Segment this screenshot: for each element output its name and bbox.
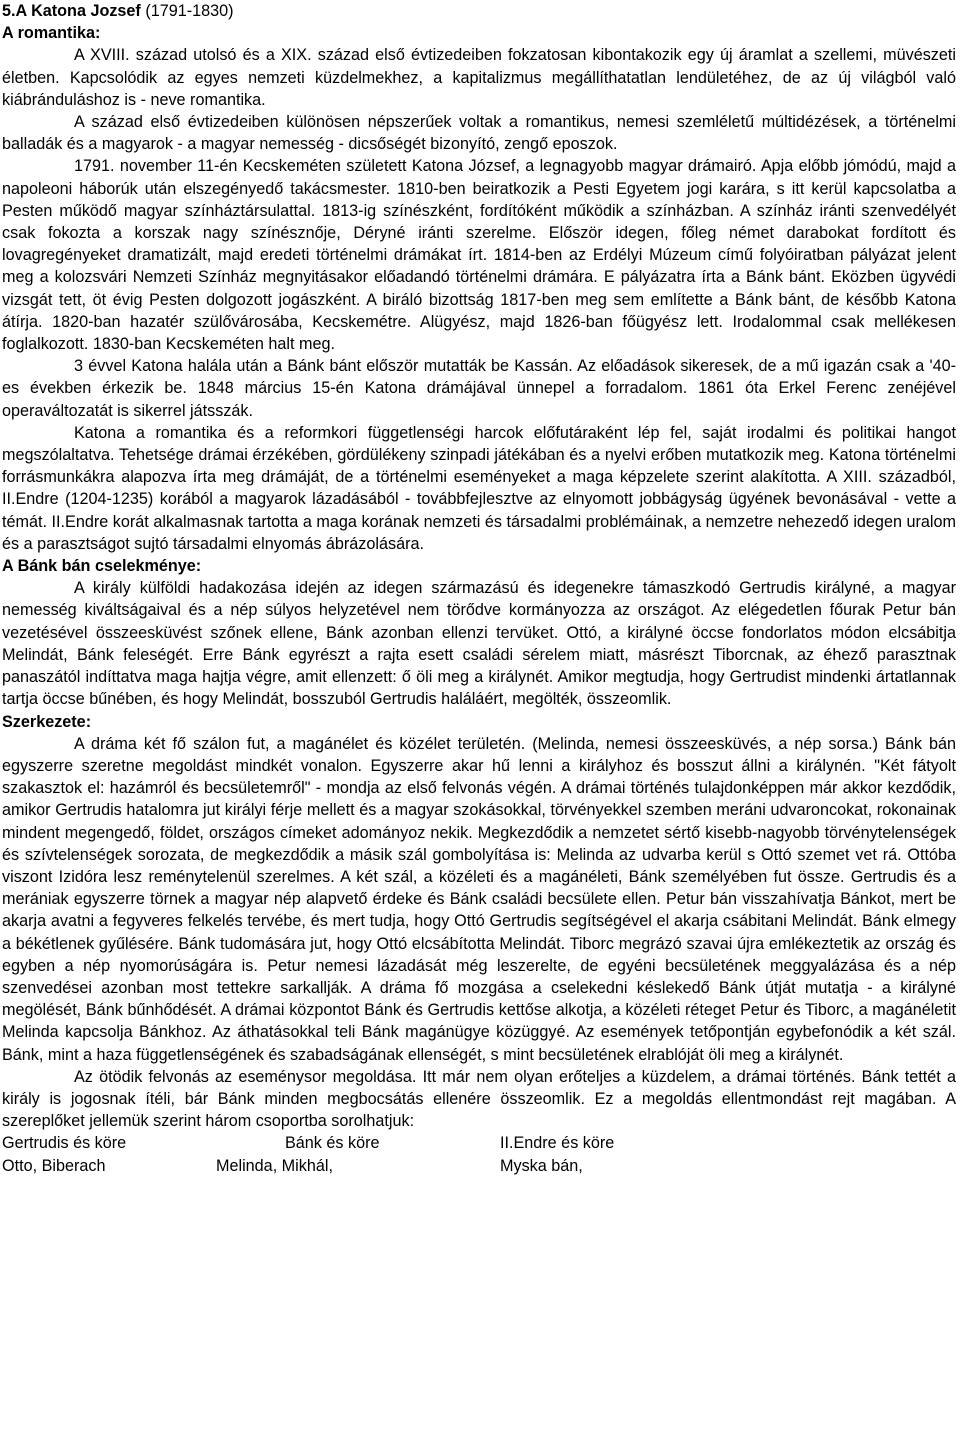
- paragraph: Katona a romantika és a reformkori függetlenségi harcok előfutáraként lép fel, saját irodalmi és politikai hangot megszólaltatva. Tehetsége drámai érzékében, gördülékeny szinpadi játékában és a nyelvi erőben mutatkozik meg. Katona történelmi forrásmunkákra alapozva írta meg drámáját, de a történelmi eseményeket a maga képzelete szerint alakította. A XIII. századból, II.Endre (1204-1235) korából a magyarok lázadásából - továbbfejlesztve az elnyomott jobbágyság ügyének bevonásával - vette a témát. II.Endre korát alkalmasnak tartotta a maga korának nemzeti és társadalmi problémáinak, a nemzetre nehezedő idegen uralom és a parasztságot sujtó társadalmi elnyomás ábrázolására.: [2, 423, 956, 553]
- group-header-gertrudis: Gertrudis és köre: [2, 1134, 127, 1153]
- group-members-endre: Myska bán,: [500, 1156, 583, 1175]
- title-years: (1791-1830): [145, 2, 234, 20]
- group-members-gertrudis: Otto, Biberach: [2, 1156, 106, 1175]
- paragraph: A század első évtizedeiben különösen népszerűek voltak a romantikus, nemesi szemléletű múltidézések, a történelmi balladák és a magyarok - a magyar nemesség - dicsőségét bizonyító, zengő eposzok.: [2, 113, 956, 154]
- character-group-row: [2, 1155, 956, 1177]
- page-title: [2, 0, 956, 22]
- paragraph: A XVIII. század utolsó és a XIX. század első évtizedeiben fokzatosan kibontakozik egy új áramlat a szellemi, müvészeti életben. Kapcsolódik az egyes nemzeti küzdelmekhez, a kapitalizmus megállíthatatlan lendületéhez, de az új világból való kiábránduláshoz is - neve romantika.: [2, 46, 956, 109]
- group-members-bank: Melinda, Mikhál,: [216, 1156, 333, 1175]
- group-header-bank: Bánk és köre: [285, 1134, 380, 1153]
- paragraph: Az ötödik felvonás az eseménysor megoldása. Itt már nem olyan erőteljes a küzdelem, a drámai történés. Bánk tettét a király is jogosnak ítéli, bár Bánk minden megbocsátás ellenére összeomlik. Ez a megoldás ellentmondást rejt magában. A szereplőket jellemük szerint három csoportba sorolhatjuk:: [2, 1067, 956, 1131]
- title-main: 5.A Katona Jozsef: [2, 2, 141, 20]
- section-heading-cselekmeny: A Bánk bán cselekménye:: [2, 557, 202, 576]
- character-group-headers: [2, 1132, 956, 1154]
- group-header-endre: II.Endre és köre: [500, 1134, 615, 1153]
- section-heading-romantika: A romantika:: [2, 24, 101, 43]
- section-heading-szerkezete: Szerkezete:: [2, 712, 92, 731]
- paragraph: A király külföldi hadakozása idején az idegen származású és idegenekre támaszkodó Gertrudis királyné, a magyar nemesség kiváltságaival és a nép súlyos helyzetével nem törődve kormányozza az országot. Az elégedetlen főurak Petur bán vezetésével összeesküvést szőnek ellene, Bánk azonban ellenzi tervüket. Ottó, a királyné öccse fondorlatos módon elcsábitja Melindát, Bánk feleségét. Erre Bánk egyrészt a rajta esett családi sérelem miatt, másrészt Tiborcnak, az éhező parasztnak panaszától indíttatva maga hajtja végre, amit ellenzett: ő öli meg a királynét. Amikor megtudja, hogy Gertrudist mindenki ártatlannak tartja öccse bűnében, és hogy Melindát, bosszuból Gertrudis haláláért, megölték, összeomlik.: [2, 579, 956, 709]
- paragraph: 3 évvel Katona halála után a Bánk bánt először mutatták be Kassán. Az előadások sikeresek, de a mű igazán csak a '40-es években érkezik be. 1848 március 15-én Katona drámájával ünnepel a forradalom. 1861 óta Erkel Ferenc zenéjével operaváltozatát is sikerrel játsszák.: [2, 357, 956, 420]
- paragraph: 1791. november 11-én Kecskeméten született Katona József, a legnagyobb magyar drámairó. Apja előbb jómódú, majd a napoleoni háborúk után elszegényedő takácsmester. 1810-ben beiratkozik a Pesti Egyetem jogi karára, s itt kerül kapcsolatba a Pesten működő magyar színháztársulattal. 1813-ig színészként, fordítóként működik a színházban. A színház iránti szenvedélyét csak fokozta a korszak nagy színésznője, Déryné iránti szerelme. Először idegen, főleg német darabokat fordított és lovagregényeket dramatizált, majd eredeti történelmi drámákat írt. 1814-ben az Erdélyi Múzeum című folyóiratban pályázat jelent meg a kolozsvári Nemzeti Színház megnyitásakor előadandó történelmi drámára. E pályázatra írta a Bánk bánt. Eközben ügyvédi vizsgát tett, öt évig Pesten dolgozott jogászként. A biráló bizottság 1817-ben meg sem említette a Bánk bánt, de később Katona átírja. 1820-ban hazatér szülővárosába, Kecskemétre. Alügyész, majd 1826-ban főügyész lett. Irodalommal csak mellékesen foglalkozott. 1830-ban Kecskeméten halt meg.: [2, 157, 956, 354]
- paragraph: A dráma két fő szálon fut, a magánélet és közélet területén. (Melinda, nemesi összeesküvés, a nép sorsa.) Bánk bán egyszerre szeretne megoldást mindkét vonalon. Egyszerre akar hű lenni a királyhoz és bosszut állni a királynén. "Két fátyolt szakasztok el: hazámról és becsületemről" - mondja az első felvonás végén. A drámai történés tulajdonképpen már akkor kezdődik, amikor Gertrudis hatalomra jut királyi férje mellett és a magyar szokásokkal, törvényekkel szemben meráni udvaroncokat, rokonainak mindent megengedő, földet, országos címeket adományoz nekik. Megkezdődik a nemzetet sértő kisebb-nagyobb törvénytelenségek és szívtelenségek sorozata, de megkezdődik a másik szál gombolyítása is: Melinda az udvarba kerül s Ottó szemet vet rá. Ottóba viszont Izidóra lesz reménytelenül szerelmes. A két szál, a közéleti és a magánéleti, Bánk személyében fut össze. Gertrudis és a merániak egyszerre törnek a magyar nép alapvető érdeke és Bánk családi becsülete ellen. Petur bán visszahívatja Bánkot, mert be akarja avatni a fegyveres felkelés tervébe, és mert tudja, hogy Ottó Gertrudis segítségével el akarja csábitani Melindát. Bánk elmegy a békétlenek gyűlésére. Bánk tudomására jut, hogy Ottó elcsábította Melindát. Tiborc megrázó szavai újra emlékeztetik az ország és egyben a nép nyomorúságára is. Petur nemesi lázadását még leszerelte, de egyéni becsületének meggyalázása és a nép szenvedései azonban most tettekre sarkallják. A dráma fő mozgása a cselekedni késlekedő Bánk útját mutatja - a királyné megölését, Bánk bűnhődését. A drámai központot Bánk és Gertrudis kettőse alkotja, a közéleti réteget Petur és Tiborc, a magánéletit Melinda kapcsolja Bánkhoz. Az áthatásokkal teli Bánk magánügye közüggyé. Az események tetőpontján egybefonódik a két szál. Bánk, mint a haza függetlenségének és szabadságának ellenségét, s mint becsületének elrablóját öli meg a királynét.: [2, 734, 956, 1064]
